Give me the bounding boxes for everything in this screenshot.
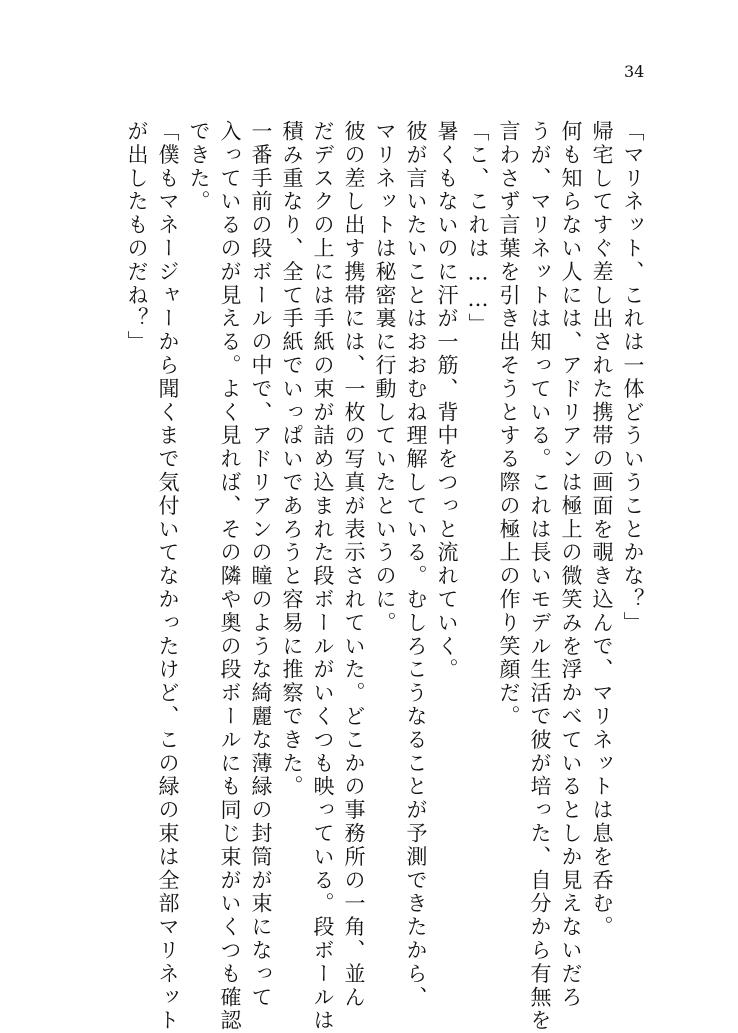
text-line-5: 言わさず言葉を引き出そうとする際の極上の作り笑顔だ。 bbox=[497, 120, 521, 729]
text-line-9: マリネットは秘密裏に行動していたというのに。 bbox=[373, 120, 397, 635]
text-line-16: 「僕もマネージャーから聞くまで気付いてなかったけど、この緑の束は全部マリネット bbox=[156, 120, 180, 1033]
text-line-6: 「こ、これは……」 bbox=[466, 120, 490, 337]
text-line-11: だデスクの上には手紙の束が詰め込まれた段ボールがいくつも映っている。段ボールは bbox=[311, 120, 335, 1033]
text-line-1: 「マリネット、これは一体どういうことかな？」 bbox=[621, 120, 645, 635]
text-line-13: 一番手前の段ボールの中で、アドリアンの瞳のような綺麗な薄緑の封筒が束になって bbox=[249, 120, 273, 1010]
text-line-7: 暑くもないのに汗が一筋、背中をつっと流れていく。 bbox=[435, 120, 459, 682]
text-line-4: うが、マリネットは知っている。これは長いモデル生活で彼が培った、自分から有無を bbox=[528, 120, 552, 1033]
text-line-12: 積み重なり、全て手紙でいっぱいであろうと容易に推察できた。 bbox=[280, 120, 304, 799]
text-line-10: 彼の差し出す携帯には、一枚の写真が表示されていた。どこかの事務所の一角、並ん bbox=[342, 120, 366, 1010]
page-number: 34 bbox=[624, 62, 645, 81]
text-line-8: 彼が言いたいことはおおむね理解している。むしろこうなることが予測できたから、 bbox=[404, 120, 428, 1010]
text-line-3: 何も知らない人には、アドリアンは極上の微笑みを浮かべているとしか見えないだろ bbox=[559, 120, 583, 1010]
text-line-17: が出したものだね？」 bbox=[125, 120, 149, 354]
text-line-2: 帰宅してすぐ差し出された携帯の画面を覗き込んで、マリネットは息を呑む。 bbox=[590, 120, 614, 939]
text-line-15: できた。 bbox=[187, 120, 211, 214]
text-line-14: 入っているのが見える。よく見れば、その隣や奥の段ボールにも同じ束がいくつも確認 bbox=[218, 120, 242, 1033]
body-text bbox=[121, 120, 648, 1033]
